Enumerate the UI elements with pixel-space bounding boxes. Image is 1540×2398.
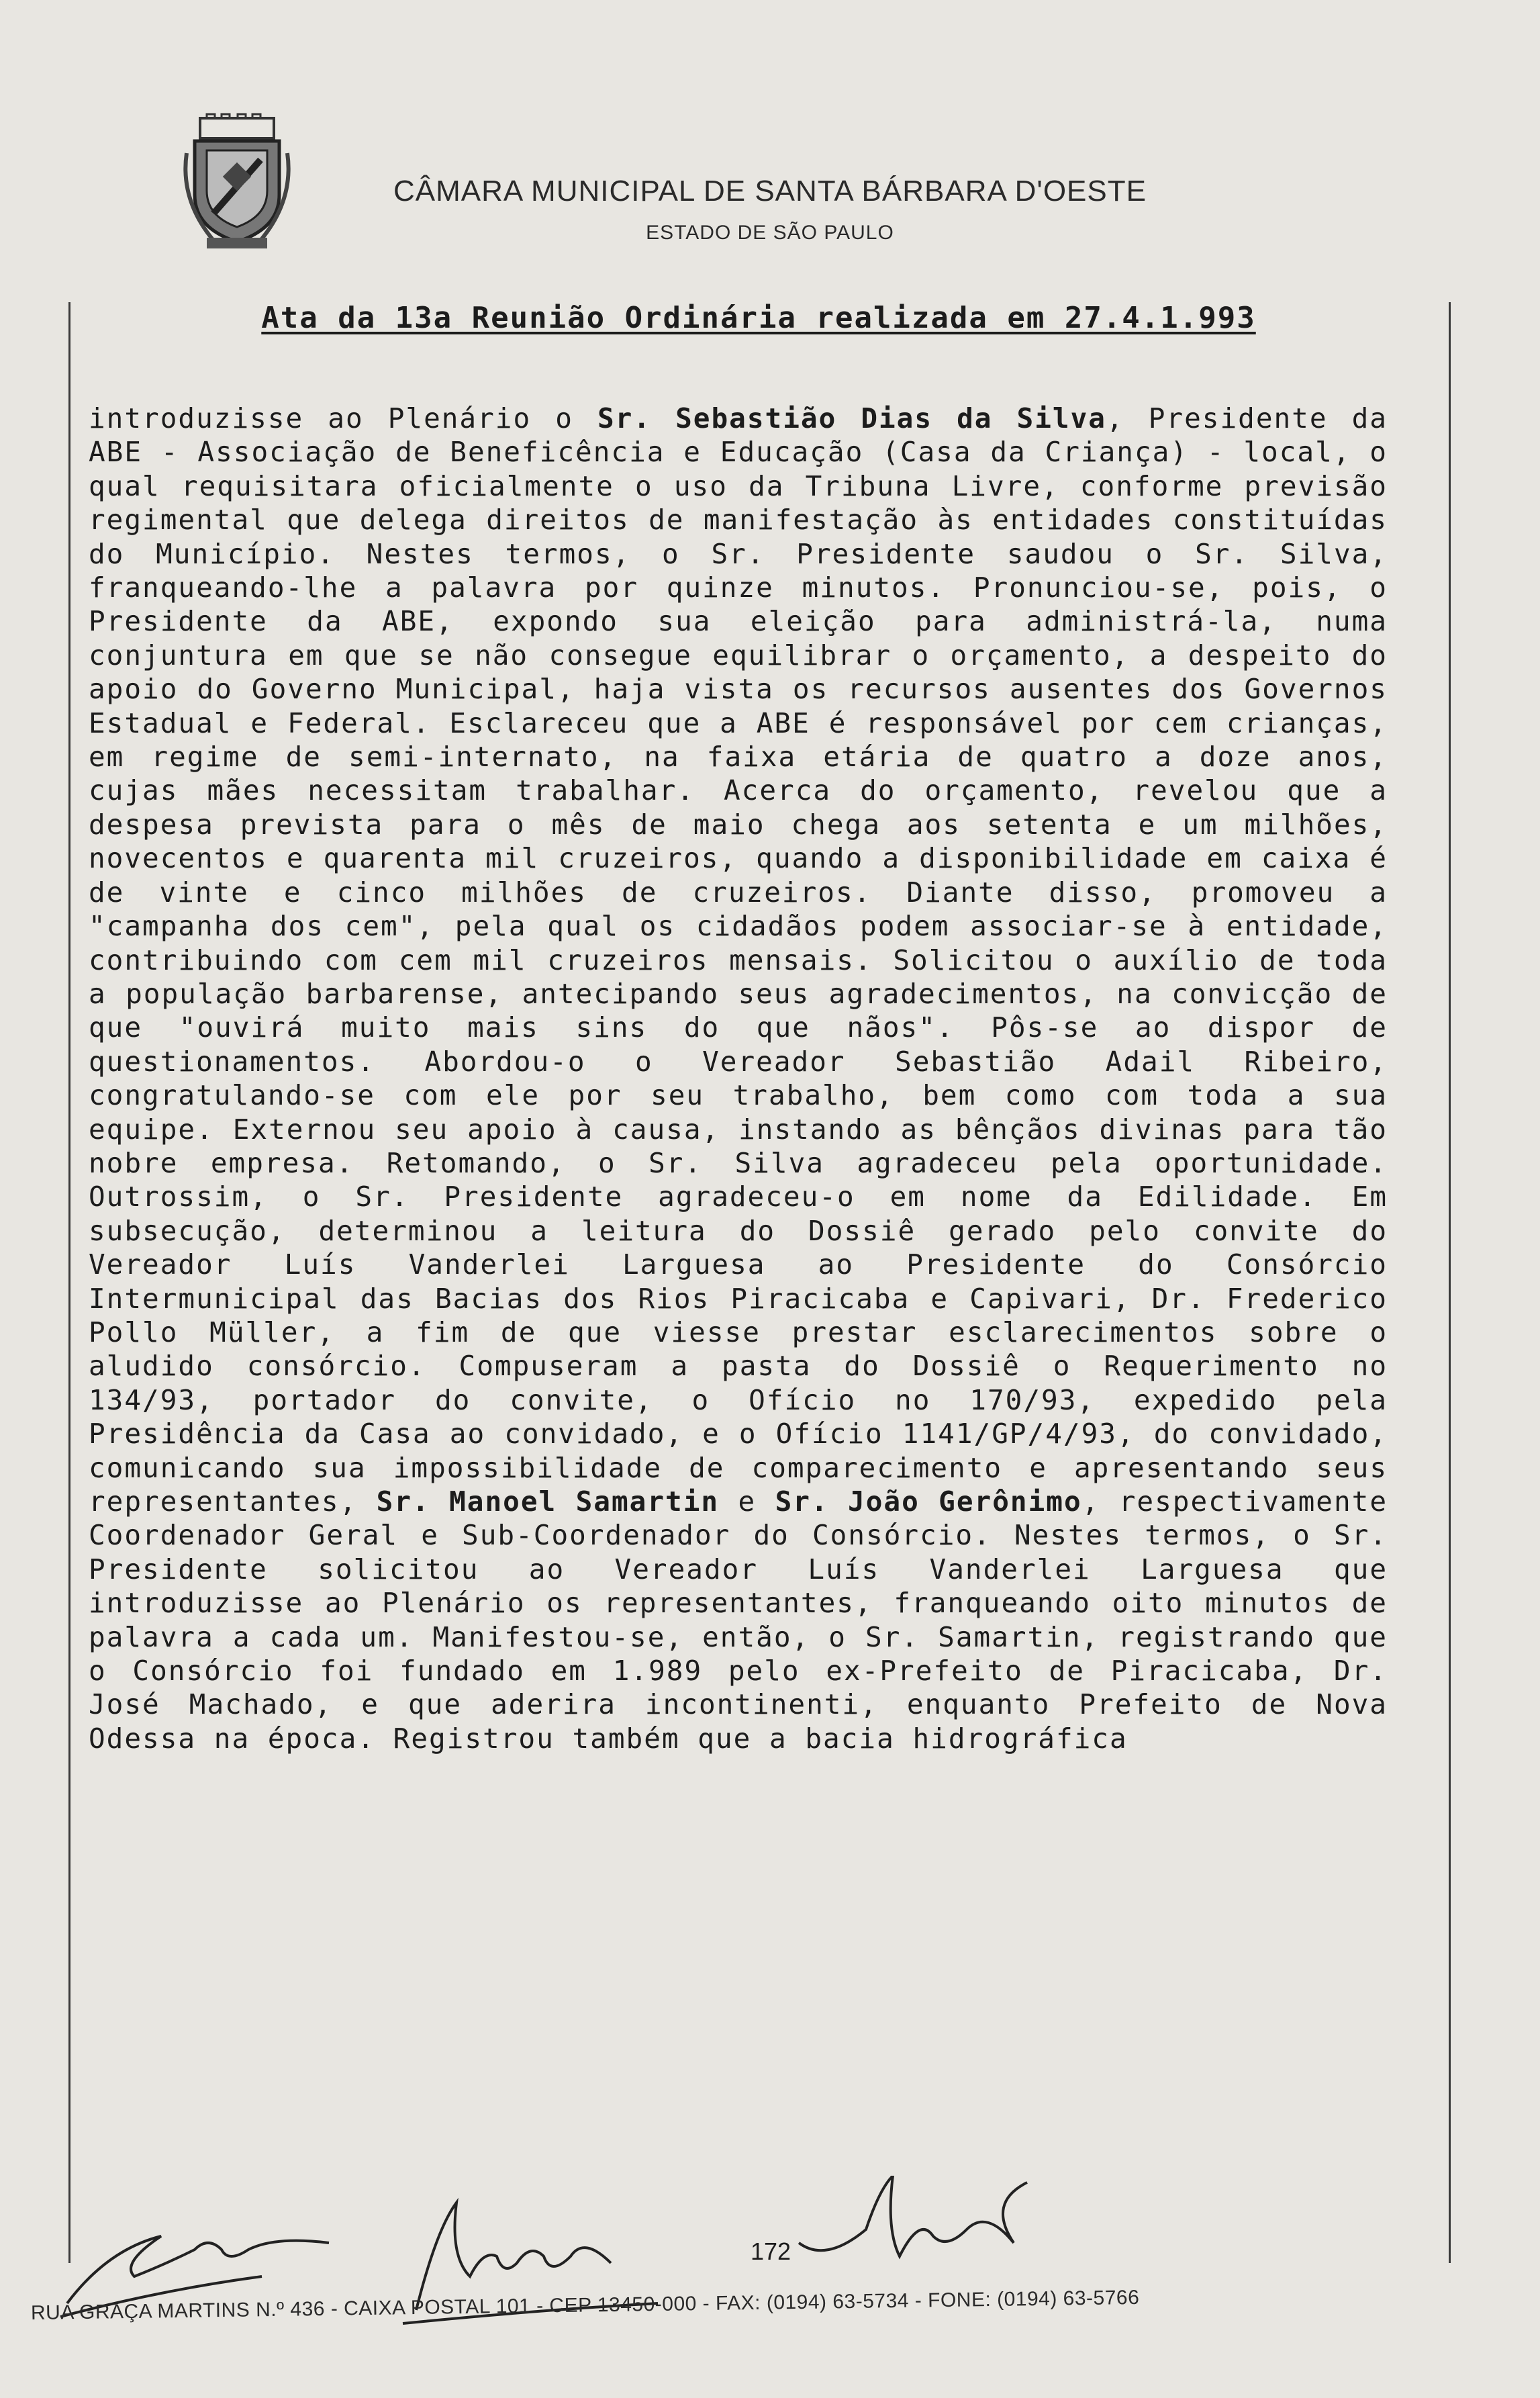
minutes-title: Ata da 13a Reunião Ordinária realizada em 27.4.1.993 (261, 301, 1256, 335)
signature-3 (799, 2176, 1027, 2256)
text-segment: , respectivamente Coordenador Geral e Sub-Coordenador do Consórcio. Nestes termos, o Sr. Presidente solicitou ao Vereador Luís Vanderlei Larguesa que introduzisse ao Plenário os representantes, franqueando oito minutos de palavra a cada um. Manifestou-se, então, o Sr. Samartin, registrando que o Consórcio foi fundado em 1.989 pelo ex-Prefeito de Piracicaba, Dr. José Machado, e que aderira incontinenti, enquanto Prefeito de Nova Odessa na época. Registrou também que a bacia hidrográfica (89, 1485, 1388, 1755)
institution-name: CÂMARA MUNICIPAL DE SANTA BÁRBARA D'OESTE (393, 175, 1147, 207)
right-margin-rule (1449, 302, 1451, 2263)
text-segment: introduzisse ao Plenário o (89, 402, 597, 434)
left-margin-rule (68, 302, 70, 2263)
minutes-body (89, 402, 1388, 1755)
text-segment: e (719, 1485, 775, 1518)
bold-name-segment: Sr. Sebastião Dias da Silva (597, 402, 1106, 434)
bold-name-segment: Sr. Manoel Samartin (376, 1485, 720, 1518)
state-name: ESTADO DE SÃO PAULO (646, 222, 894, 244)
address-footer: RUA GRAÇA MARTINS N.º 436 - CAIXA POSTAL 101 - CEP 13450-000 - FAX: (0194) 63-5734 - FONE: (0194) 63-5766 (30, 2286, 1140, 2324)
bold-name-segment: Sr. João Gerônimo (775, 1485, 1082, 1518)
text-segment: , Presidente da ABE - Associação de Beneficência e Educação (Casa da Criança) - local, o qual requisitara oficialmente o uso da Tribuna Livre, conforme previsão regimental que delega direitos de manifestação às entidades constituídas do Município. Nestes termos, o Sr. Presidente saudou o Sr. Silva, franqueando-lhe a palavra por quinze minutos. Pronunciou-se, pois, o Presidente da ABE, expondo sua eleição para administrá-la, numa conjuntura em que se não consegue equilibrar o orçamento, a despeito do apoio do Governo Municipal, haja vista os recursos ausentes dos Governos Estadual e Federal. Esclareceu que a ABE é responsável por cem crianças, em regime de semi-internato, na faixa etária de quatro a doze anos, cujas mães necessitam trabalhar. Acerca do orçamento, revelou que a despesa prevista para o mês de maio chega aos setenta e um milhões, novecentos e quarenta mil cruzeiros, quando a disponibilidade em caixa é de vinte e cinco milhões de cruzeiros. Diante disso, promoveu a "campanha dos cem", pela qual os cidadãos podem associar-se à entidade, contribuindo com cem mil cruzeiros mensais. Solicitou o auxílio de toda a população barbarense, antecipando seus agradecimentos, na convicção de que "ouvirá muito mais sins do que nãos". Pôs-se ao dispor de questionamentos. Abordou-o o Vereador Sebastião Adail Ribeiro, congratulando-se com ele por seu trabalho, bem como com toda a sua equipe. Externou seu apoio à causa, instando as bênçãos divinas para tão nobre empresa. Retomando, o Sr. Silva agradeceu pela oportunidade. Outrossim, o Sr. Presidente agradeceu-o em nome da Edilidade. Em subsecução, determinou a leitura do Dossiê gerado pelo convite do Vereador Luís Vanderlei Larguesa ao Presidente do Consórcio Intermunicipal das Bacias dos Rios Piracicaba e Capivari, Dr. Frederico Pollo Müller, a fim de que viesse prestar esclarecimentos sobre o aludido consórcio. Compuseram a pasta do Dossiê o Requerimento no 134/93, portador do convite, o Ofício no 170/93, expedido pela Presidência da Casa ao convidado, e o Ofício 1141/GP/4/93, do convidado, comunicando sua impossibilidade de comparecimento e apresentando seus representantes, (89, 402, 1388, 1518)
page-number: 172 (751, 2238, 791, 2265)
